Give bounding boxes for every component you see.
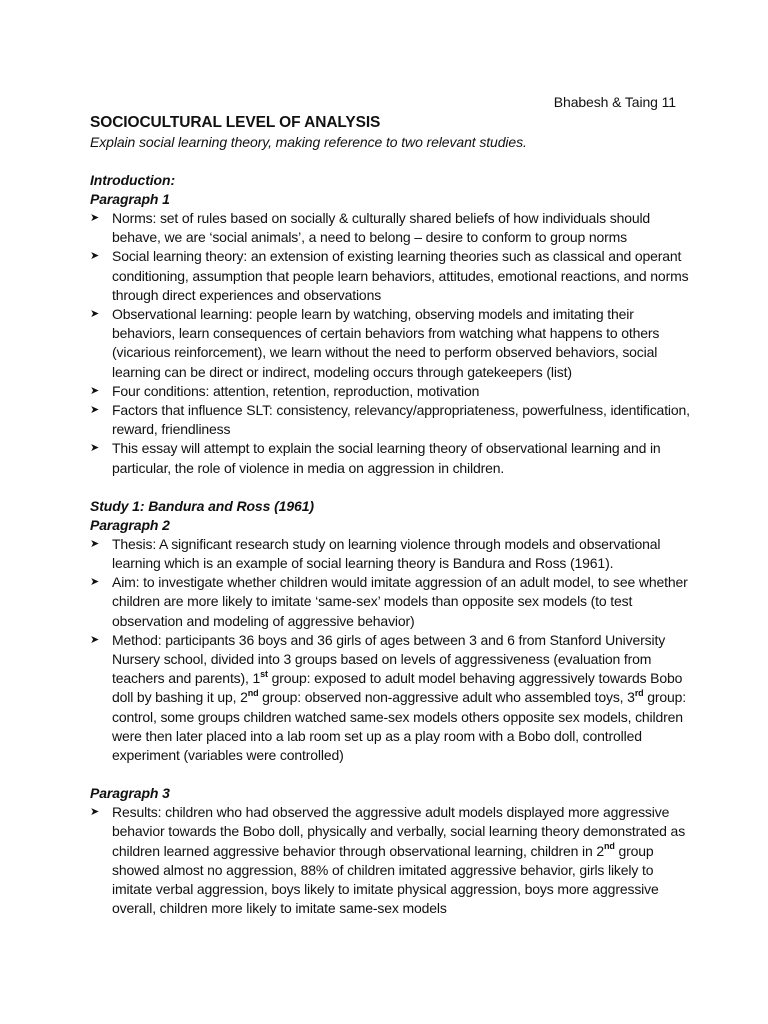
- arrowhead-bullet-icon: ➤: [90, 384, 100, 397]
- arrowhead-bullet-icon: ➤: [90, 806, 100, 819]
- introduction-heading: Introduction:: [90, 172, 176, 188]
- arrowhead-bullet-icon: ➤: [90, 404, 100, 417]
- paragraph-3-label: Paragraph 3: [90, 785, 170, 802]
- list-item: ➤ Results: children who had observed the aggressive adult models displayed more aggressive behavior towards the Bobo doll, physically and verbally, social learning theory demonstrated as children learned aggressive behavior through observational learning, children in 2nd group showed almost no aggression, 88% of children imitated aggressive behavior, girls likely to imitate verbal aggression, boys likely to imitate physical aggression, boys more aggressive overall, children more likely to imitate same-sex models: [90, 804, 686, 917]
- introduction-bullet-list: [90, 209, 690, 478]
- arrowhead-bullet-icon: ➤: [90, 250, 100, 263]
- list-item: ➤ Aim: to investigate whether children would imitate aggression of an adult model, to see whether children are more likely to imitate ‘same-sex’ models than opposite sex models (to test observation and modeling of aggressive behavior): [90, 574, 688, 629]
- list-item: ➤ Norms: set of rules based on socially & culturally shared beliefs of how individuals should behave, we are ‘social animals’, a need to belong – desire to conform to group norms: [90, 210, 651, 246]
- document-content: [90, 113, 690, 919]
- study-1-bullet-list: [90, 535, 690, 765]
- arrowhead-bullet-icon: ➤: [90, 308, 100, 321]
- arrowhead-bullet-icon: ➤: [90, 212, 100, 224]
- header-author-page: Bhabesh & Taing 11: [553, 94, 676, 110]
- list-item: ➤ Factors that influence SLT: consistency, relevancy/appropriateness, powerfulness, identification, reward, friendliness: [90, 402, 690, 438]
- paragraph-3-bullet-list: [90, 803, 690, 918]
- arrowhead-bullet-icon: ➤: [90, 537, 100, 550]
- arrowhead-bullet-icon: ➤: [90, 442, 100, 455]
- list-item: ➤ Four conditions: attention, retention, reproduction, motivation: [90, 382, 690, 401]
- arrowhead-bullet-icon: ➤: [90, 633, 100, 646]
- list-item: ➤ Method: participants 36 boys and 36 girls of ages between 3 and 6 from Stanford University Nursery school, divided into 3 groups based on levels of aggressiveness (evaluation from teachers and parents), 1st group: exposed to adult model behaving aggressively towards Bobo doll by bashing it up, 2nd group: observed non-aggressive adult who assembled toys, 3rd group: control, some groups children watched same-sex models others opposite sex models, children were then later placed into a lab room set up as a play room with a Bobo doll, controlled experiment (variables were controlled): [90, 631, 687, 764]
- list-item: ➤ Observational learning: people learn by watching, observing models and imitating their behaviors, learn consequences of certain behaviors from watching what happens to others (vicarious reinforcement), we learn without the need to perform observed behaviors, social learning can be direct or indirect, modeling occurs through gatekeepers (list): [90, 306, 660, 380]
- study-1-heading: Study 1: Bandura and Ross (1961): [90, 497, 314, 514]
- essay-prompt: Explain social learning theory, making reference to two relevant studies.: [90, 134, 527, 150]
- list-item: ➤ Thesis: A significant research study on learning violence through models and observational learning which is an example of social learning theory is Bandura and Ross (1961).: [90, 535, 661, 572]
- arrowhead-bullet-icon: ➤: [90, 576, 100, 589]
- paragraph-2-label: Paragraph 2: [90, 516, 170, 533]
- list-item: ➤ This essay will attempt to explain the social learning theory of observational learning and in particular, the role of violence in media on aggression in children.: [90, 440, 661, 476]
- list-item: ➤ Social learning theory: an extension of existing learning theories such as classical and operant conditioning, assumption that people learn behaviors, attitudes, emotional reactions, and norms through direct experiences and observations: [90, 248, 689, 303]
- document-title: SOCIOCULTURAL LEVEL OF ANALYSIS: [90, 114, 381, 131]
- paragraph-1-label: Paragraph 1: [90, 191, 170, 207]
